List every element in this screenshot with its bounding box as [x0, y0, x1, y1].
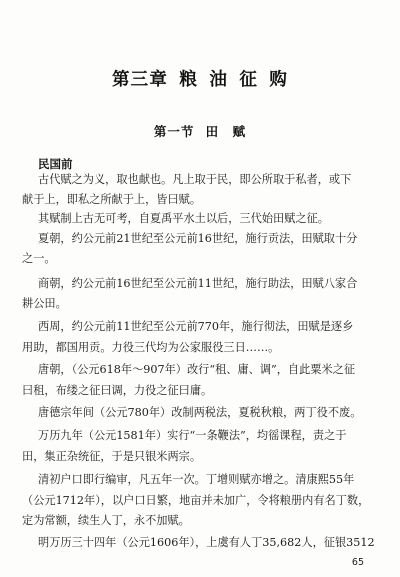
section-title: 第一节 田 赋 — [153, 124, 247, 139]
text-line: 田，集正杂统征，于是只银米两宗。 — [22, 450, 202, 463]
text-line: 西周，约公元前11世纪至公元前770年，施行彻法，田赋是逐乡 — [38, 320, 354, 333]
page-number: 65 — [351, 557, 364, 568]
text-line: 定为常额，续生人丁，永不加赋。 — [22, 514, 190, 527]
text-line: 商朝，约公元前16世纪至公元前11世纪，施行助法，田赋八家合 — [38, 277, 358, 290]
text-line: 其赋制上古无可考，自夏禹平水土以后，三代始田赋之征。 — [38, 212, 329, 225]
text-line: 唐朝，（公元618年～907年）改行“租、庸、调”，自此粟米之征 — [38, 363, 356, 376]
text-line: 用助，都国用贡。力役三代均为公家服役三日……。 — [22, 341, 280, 354]
text-line: 清初户口即行编审，凡五年一次。丁增则赋亦增之。清康熙55年 — [38, 473, 355, 486]
text-line: 夏朝，约公元前21世纪至公元前16世纪，施行贡法，田赋取十分 — [38, 232, 358, 245]
text-line: 唐德宗年间（公元780年）改制两税法，夏税秋粮，两丁役不废。 — [38, 406, 362, 419]
text-line: 曰租，布缕之征曰调，力役之征曰庸。 — [22, 384, 213, 397]
text-line: 之一。 — [22, 252, 56, 265]
chapter-title: 第三章 粮 油 征 购 — [111, 70, 289, 90]
text-line: 献于上，即私之所献于上，皆曰赋。 — [22, 193, 202, 206]
text-line: 明万历三十四年（公元1606年），上虞有人丁35,682人，征银3512 — [38, 536, 375, 549]
subheading: 民国前 — [38, 157, 73, 171]
text-line: 古代赋之为义，取也献也。凡上取于民，即公所取于私者，或下 — [38, 173, 352, 186]
text-line: 万历九年（公元1581年）实行“一条鞭法”，均徭课程，责之于 — [38, 429, 347, 442]
text-line: （公元1712年），以户口日繁，地亩并未加广，令将粮册内有名丁数， — [22, 494, 370, 507]
text-line: 耕公田。 — [22, 297, 67, 310]
